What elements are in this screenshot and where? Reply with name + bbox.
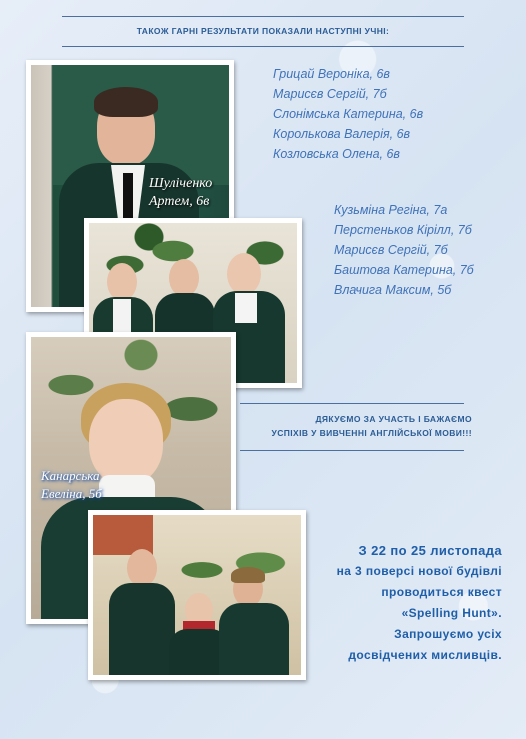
list-item: Королькова Валерія, 6в — [273, 127, 411, 141]
list-item: Слонімська Катерина, 6в — [273, 107, 424, 121]
thanks-text — [236, 412, 472, 440]
list-item: Баштова Катерина, 7б — [334, 263, 474, 277]
boy-right-hair — [231, 567, 265, 583]
photo1-caption — [149, 175, 212, 211]
announcement-line4: «Spelling Hunt». — [401, 606, 502, 620]
names-list-group1 — [273, 64, 423, 164]
list-item: Марисєв Сергій, 7б — [273, 87, 387, 101]
announcement-line2: на 3 поверсі нової будівлі — [336, 564, 502, 578]
list-item: Козловська Олена, 6в — [273, 147, 400, 161]
girl-right-collar — [235, 293, 257, 323]
boy-right-body — [219, 603, 289, 675]
announcement-line1: З 22 по 25 листопада — [358, 543, 502, 558]
student-hair — [94, 87, 158, 117]
plant-leaves — [163, 535, 293, 605]
girl-left-head — [107, 263, 137, 301]
thanks-line1: ДЯКУЄМО ЗА УЧАСТЬ І БАЖАЄМО — [315, 414, 472, 424]
announcement-line6: досвідчених мисливців. — [348, 648, 502, 662]
photo3-caption-line2: Евеліна, 5б — [41, 486, 102, 501]
thanks-bottom-rule — [240, 450, 464, 451]
header-top-rule — [62, 16, 464, 17]
list-item: Грицай Вероніка, 6в — [273, 67, 390, 81]
photo3-caption — [41, 467, 102, 503]
announcement-line3: проводиться квест — [381, 585, 502, 599]
names-list-group2 — [334, 200, 474, 300]
list-item: Влачига Максим, 5б — [334, 283, 452, 297]
photo-three-students — [88, 510, 306, 680]
girl-right-head — [227, 253, 261, 295]
announcement — [296, 540, 502, 666]
announcement-line5: Запрошуємо усіх — [394, 627, 502, 641]
header-bottom-rule — [62, 46, 464, 47]
photo1-caption-line1: Шуліченко — [149, 176, 213, 191]
boy-left-body — [109, 583, 175, 675]
list-item: Марисєв Сергій, 7б — [334, 243, 448, 257]
thanks-top-rule — [240, 403, 464, 404]
photo3-caption-line1: Канарська — [41, 468, 100, 483]
list-item: Кузьміна Регіна, 7а — [334, 203, 448, 217]
thanks-line2: УСПІХІВ У ВИВЧЕННІ АНГЛІЙСЬКОЇ МОВИ!!! — [271, 428, 472, 438]
photo1-caption-line2: Артем, 6в — [149, 194, 210, 209]
boy-left-head — [127, 549, 157, 587]
girl-middle-head — [169, 259, 199, 297]
student-tie — [123, 173, 133, 223]
header-text: ТАКОЖ ГАРНІ РЕЗУЛЬТАТИ ПОКАЗАЛИ НАСТУПНІ УЧНІ: — [136, 26, 390, 36]
list-item: Перстеньков Кірілл, 7б — [334, 223, 472, 237]
